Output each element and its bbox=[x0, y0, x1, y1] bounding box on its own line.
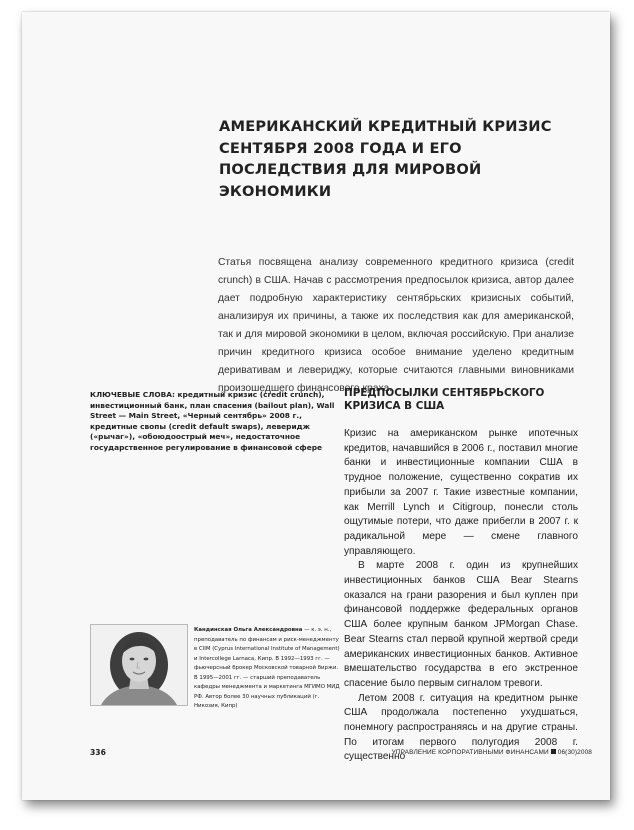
page-number: 336 bbox=[90, 748, 106, 757]
article-abstract: Статья посвящена анализу современного кредитного кризиса (credit crunch) в США. Начав с рассмотрения предпосылок кризиса, автор далее дает подробную характеристику сентябрьских кризисных событий, анализируя их причины, а также их последствия как для американской, так и для мировой экономики в целом, включая российскую. При анализе причин кредитного кризиса особое внимание уделено кредитным деривативам и левериджу, которые считаются главными виновниками произошедшего финансового краха. bbox=[218, 257, 574, 395]
journal-name: УПРАВЛЕНИЕ КОРПОРАТИВНЫМИ ФИНАНСАМИ bbox=[391, 749, 549, 756]
issue-number: 06(30)2008 bbox=[557, 749, 592, 756]
author-bio bbox=[194, 626, 340, 712]
article-body bbox=[344, 427, 578, 765]
journal-page bbox=[22, 12, 610, 800]
keywords-block: КЛЮЧЕВЫЕ СЛОВА: кредитный кризис (credit crunch), инвестиционный банк, план спасения (bailout plan), Wall Street — Main Street, «Черный сентябрь» 2008 г., кредитные свопы (credit default swaps), леверидж («рычаг»), «обоюдоострый меч», недостаточное государственное регулирование в финансовой сфере bbox=[90, 390, 335, 452]
author-photo bbox=[90, 624, 188, 706]
author-name: Кандинская Ольга Александровна bbox=[194, 627, 303, 633]
journal-footer bbox=[344, 749, 592, 756]
body-paragraph: Летом 2008 г. ситуация на кредитном рынке США продолжала постепенно ухудшаться, понемногу распространяясь и на другие страны. По итогам первого полугодия 2008 г. существенно bbox=[344, 692, 578, 763]
square-separator-icon bbox=[551, 749, 556, 754]
body-paragraph: Кризис на американском рынке ипотечных кредитов, начавшийся в 2006 г., поставил многие банки и инвестиционные компании США в трудное положение, существенно сократив их прибыли за 2007 г. Такие известные компании, как Merrill Lynch и Citigroup, понесли столь ощутимые потери, что даже прибегли в 2007 г. к радикальной мере — смене главного управляющего. bbox=[344, 428, 578, 557]
section-heading: ПРЕДПОСЫЛКИ СЕНТЯБРЬСКОГО КРИЗИСА В США bbox=[344, 387, 545, 412]
body-paragraph: В марте 2008 г. один из крупнейших инвестиционных банков США Bear Stearns оказался на грани разорения и был куплен при финансовой поддержке федеральных органов США более крупным банком JPMorgan Chase. Bear Stearns стал первой крупной жертвой среди американских инвестиционных банков. Активное вмешательство государства в его экстренное спасение было первым сигналом тревоги. bbox=[344, 560, 578, 689]
article-title: АМЕРИКАНСКИЙ КРЕДИТНЫЙ КРИЗИС СЕНТЯБРЯ 2008 ГОДА И ЕГО ПОСЛЕДСТВИЯ ДЛЯ МИРОВОЙ ЭКОНОМИКИ bbox=[219, 118, 552, 200]
author-description: — к. э. н., преподаватель по финансам и риск-менеджменту в CIIM (Cyprus International Institute of Management) и Intercollege Larnaca, Кипр. В 1992—1993 гг. — фьючерсный брокер Московской товарной биржи. В 1995—2001 гг. — старший преподаватель кафедры менеджмента и маркетинга МГИМО МИД РФ. Автор более 30 научных публикаций (г. Никозия, Кипр) bbox=[194, 627, 340, 709]
